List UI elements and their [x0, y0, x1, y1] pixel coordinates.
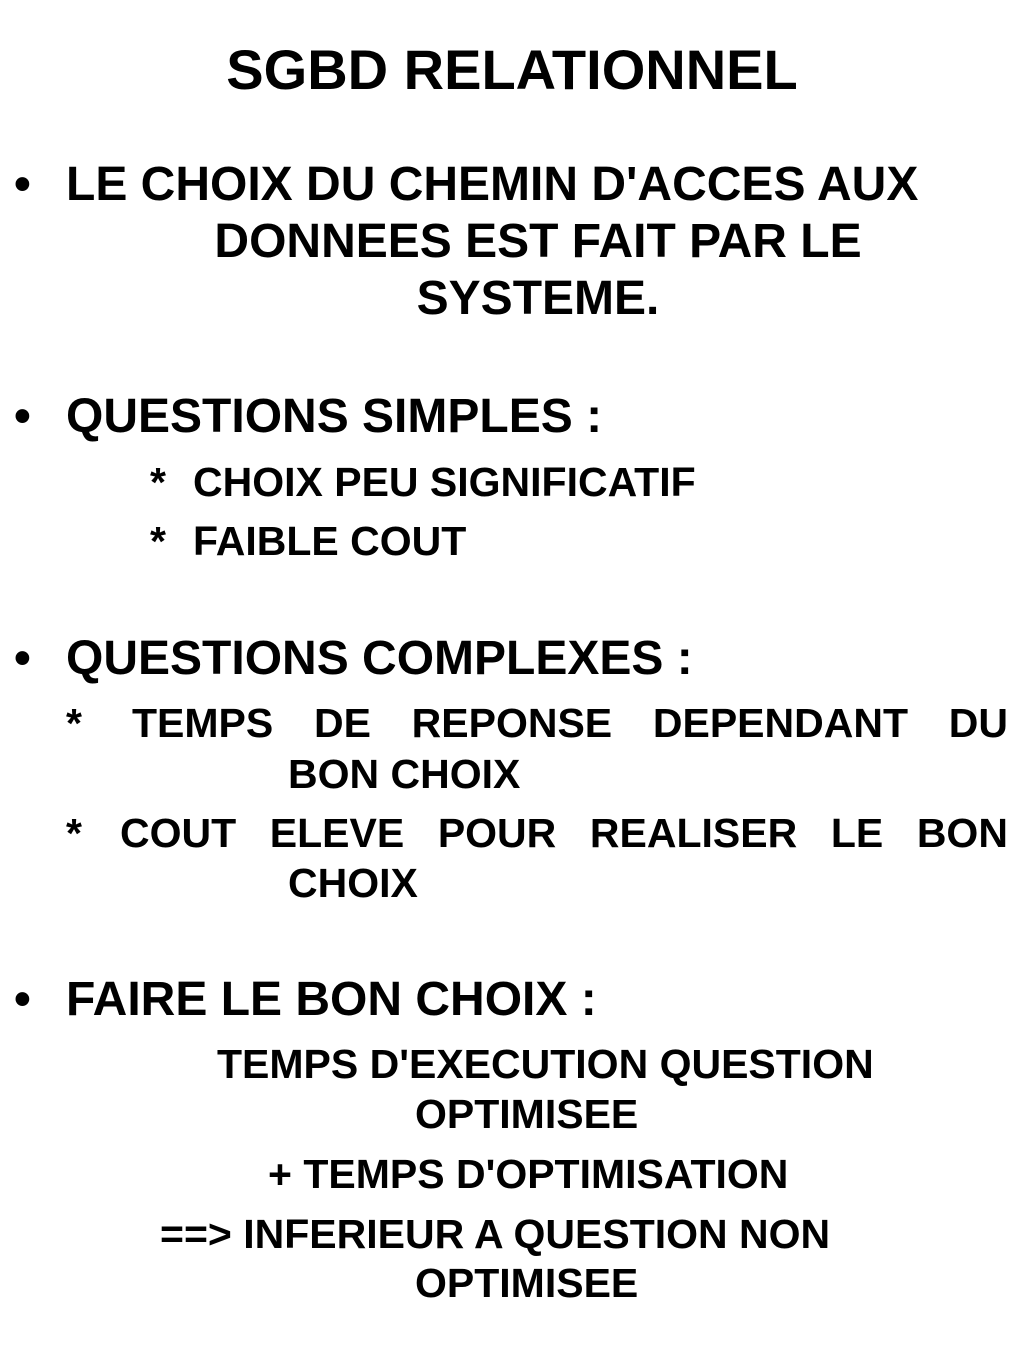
section4-line3: + TEMPS D'OPTIMISATION — [268, 1151, 789, 1197]
section3-item1-word: DE — [313, 700, 371, 746]
section3-item1-line — [132, 698, 1008, 748]
section3-heading: QUESTIONS COMPLEXES : — [66, 632, 693, 685]
section4-line4: ==> INFERIEUR A QUESTION NON — [160, 1211, 831, 1257]
bullet-1: • — [14, 158, 31, 211]
section3-item1-word: DEPENDANT — [652, 700, 909, 746]
section3-item1-word: REPONSE — [411, 700, 613, 746]
section3-item2-word: COUT — [120, 810, 237, 856]
section4-heading: FAIRE LE BON CHOIX : — [66, 973, 597, 1026]
section2-heading: QUESTIONS SIMPLES : — [66, 390, 603, 443]
section3-item1-continuation: BON CHOIX — [288, 751, 521, 797]
section3-item2-word: BON — [916, 810, 1008, 856]
section3-item2-word: REALISER — [589, 810, 798, 856]
bullet-4: • — [14, 973, 31, 1026]
section3-item1-word: DU — [948, 700, 1008, 746]
section3-item2-word: LE — [830, 810, 884, 856]
section4-line2: OPTIMISEE — [415, 1091, 639, 1137]
section3-item2-word: POUR — [437, 810, 557, 856]
section4-line1: TEMPS D'EXECUTION QUESTION — [217, 1041, 874, 1087]
bullet-2: • — [14, 390, 31, 443]
section2-item2-text: FAIBLE COUT — [193, 518, 467, 564]
section2-item2-marker: * — [150, 518, 166, 564]
section3-item2-continuation: CHOIX — [288, 860, 418, 906]
section2-item1-text: CHOIX PEU SIGNIFICATIF — [193, 459, 696, 505]
section1-line3: SYSTEME. — [416, 272, 660, 325]
section1-line1: LE CHOIX DU CHEMIN D'ACCES AUX — [66, 158, 919, 211]
section3-item2-marker: * — [66, 810, 82, 856]
section3-item1-marker: * — [66, 700, 82, 746]
section2-item1-marker: * — [150, 459, 166, 505]
page-title: SGBD RELATIONNEL — [226, 38, 798, 101]
bullet-3: • — [14, 632, 31, 685]
section3-item2-line — [120, 808, 1008, 858]
section3-item1-word: TEMPS — [132, 700, 274, 746]
section1-line2: DONNEES EST FAIT PAR LE — [214, 215, 862, 268]
section4-line5: OPTIMISEE — [415, 1260, 639, 1306]
section3-item2-word: ELEVE — [269, 810, 405, 856]
